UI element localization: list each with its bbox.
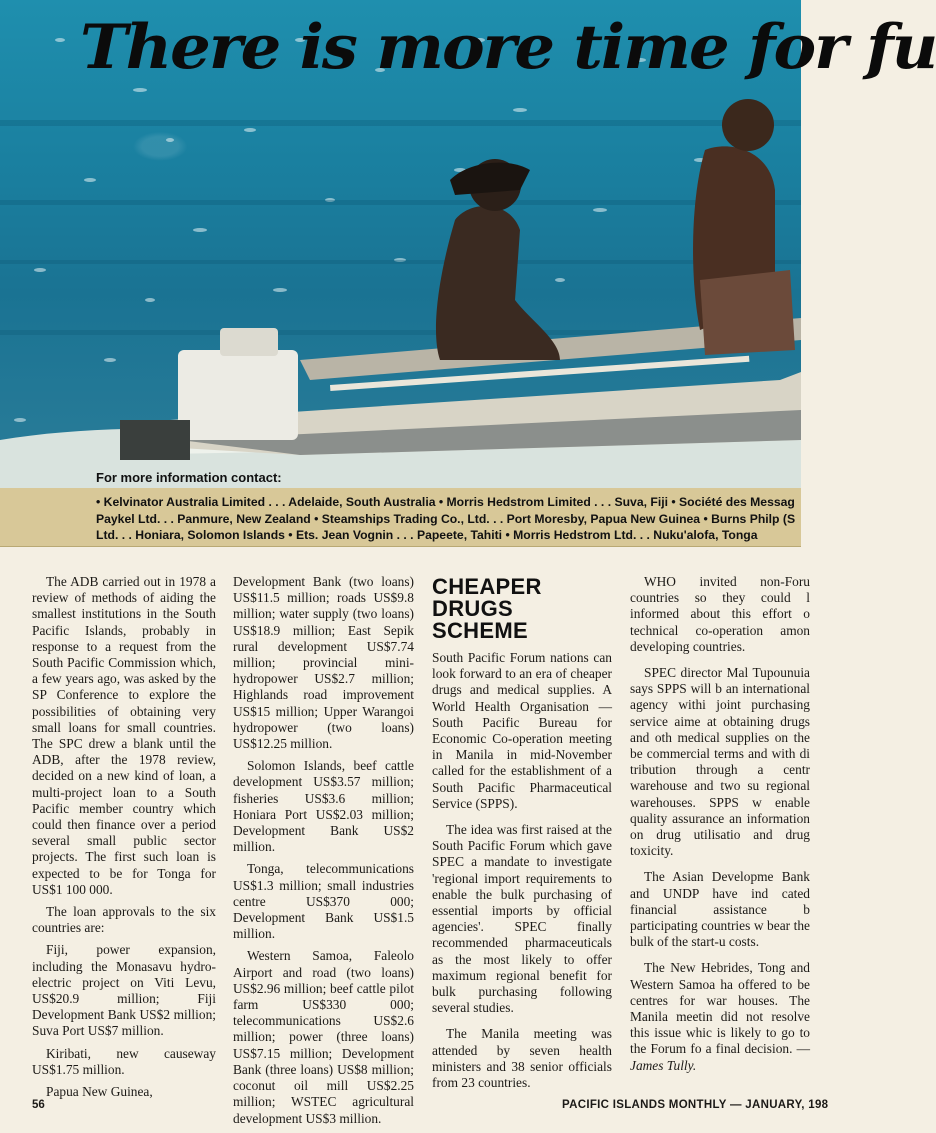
publication-footer: PACIFIC ISLANDS MONTHLY — JANUARY, 198: [562, 1099, 829, 1111]
author-name: James Tully.: [630, 1057, 697, 1073]
section-heading: CHEAPER DRUGS SCHEME: [432, 574, 542, 643]
paragraph: Kiribati, new causeway US$1.75 million.: [32, 1045, 216, 1077]
paragraph: [630, 960, 810, 1073]
paragraph: The ADB carried out in 1978 a review of methods of aiding the smallest institutions in the South Pacific Islands, probably in response to a request from the South Pacific Commission which, a few years ago, was asked by the SP Conference to explore the possibilities of obtaining very small loans for small countries. The SPC drew a blank until the ADB, after the 1978 review, decided on a new kind of loan, a multi-project loan to a South Pacific member country which could then finance over a period several small public sector projects. The first such loan is expected to be for Tonga for US$1 100 000.: [32, 574, 216, 897]
paragraph: South Pacific Forum nations can look forward to an era of cheaper drugs and medical supplies. A World Health Organisation — South Pacific Bureau for Economic Co-operation meeting in Manila in mid-November called for the establishment of a South Pacific Pharmaceutical Service (SPPS).: [432, 650, 612, 811]
paragraph: Western Samoa, Faleolo Airport and road (two loans) US$2.96 million; beef cattle pilot farm US$330 000; telecommunications US$2.6 million; power (three loans) US$7.15 million; Development Bank (three loans) US$8 million; coconut oil mill US$2.25 million; WSTEC agricultural development US$3 million.: [233, 948, 414, 1126]
article-column-2: [233, 574, 414, 1133]
paragraph: SPEC director Mal Tupounuia says SPPS will b an international agency withi joint purchasing service aime at obtaining drugs and oth medical supplies on the be commercial terms and with di tribution through a centr warehouse and two su regional warehouses. SPPS w enable quality assurance an information on drug utilisatio and drug toxicity.: [630, 665, 810, 859]
page-number: 56: [32, 1099, 45, 1111]
article-column-1: [32, 574, 216, 1106]
contact-line: Paykel Ltd. . . Panmure, New Zealand • Steamships Trading Co., Ltd. . . Port Moresby, Papua New Guinea • Burns Philp (S: [96, 511, 796, 526]
article-column-3: [432, 576, 612, 1097]
paragraph: The idea was first raised at the South Pacific Forum which gave SPEC a mandate to investigate 'regional import requirements to enable the bulk purchasing of essential imports by official agencies'. SPEC finally recommended pharmaceuticals as the most likely to offer maximum regional benefit for bulk purchasing following several studies.: [432, 822, 612, 1016]
paragraph: Fiji, power expansion, including the Monasavu hydro-electric project on Viti Levu, US$20.9 million; Fiji Development Bank US$2 million; Suva Port US$7 million.: [32, 942, 216, 1039]
paragraph: Development Bank (two loans) US$11.5 million; roads US$9.8 million; water supply (two loans) US$18.9 million; East Sepik rural development US$7.74 million; provincial mini-hydropower US$2.7 million; Highlands road improvement US$15 million; Upper Warangoi hydropower (two loans) US$12.25 million.: [233, 574, 414, 752]
contact-line: • Kelvinator Australia Limited . . . Adelaide, South Australia • Morris Hedstrom Limited . . . Suva, Fiji • Société des Messag: [96, 495, 795, 509]
contact-line: Ltd. . . Honiara, Solomon Islands • Ets. Jean Vognin . . . Papeete, Tahiti • Morris Hedstrom Ltd. . . Nuku'alofa, Tonga: [96, 528, 758, 542]
ad-headline: There is more time for fu: [80, 11, 936, 84]
paragraph: Solomon Islands, beef cattle development US$3.57 million; fisheries US$3.6 million; Honiara Port US$2.03 million; Development Bank US$2 million.: [233, 758, 414, 855]
article-column-4: [630, 574, 810, 1080]
paragraph: Tonga, telecommunications US$1.3 million; small industries centre US$370 000; Development Bank US$1.5 million.: [233, 861, 414, 942]
paragraph: WHO invited non-Foru countries so they could l informed about this effort o technical co-operation amon developing countries.: [630, 574, 810, 654]
contact-list: [96, 494, 856, 544]
paragraph: The loan approvals to the six countries are:: [32, 904, 216, 936]
paragraph: The Asian Developme Bank and UNDP have ind cated financial assistance b participating countries w bear the bulk of the start-u costs.: [630, 869, 810, 950]
contact-label: For more information contact:: [96, 470, 282, 485]
paragraph: The Manila meeting was attended by seven health ministers and 38 senior officials from 23 countries.: [432, 1026, 612, 1091]
paragraph: Papua New Guinea,: [46, 1084, 153, 1100]
page-footer: [0, 1097, 829, 1117]
contact-band: [0, 488, 801, 547]
paragraph-text: The New Hebrides, Tong and Western Samoa ha offered to be centres for war houses. The Manila meetin did not resolve this issue whic is likely to go to the Forum fo a final decision. —: [630, 960, 810, 1057]
advertisement-photo: [0, 0, 936, 488]
